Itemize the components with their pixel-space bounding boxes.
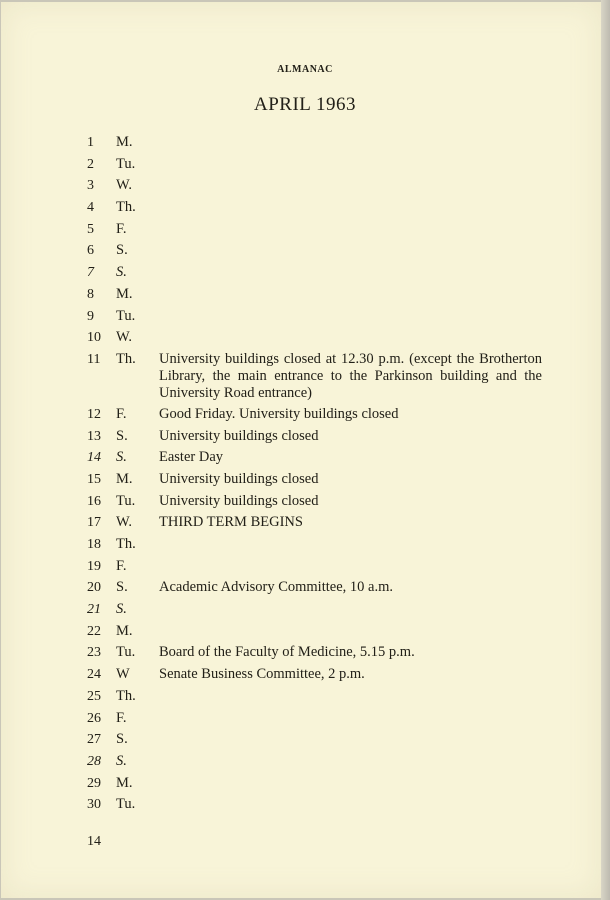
calendar-row (87, 688, 542, 705)
day-number: 4 (87, 200, 94, 216)
weekday: F. (116, 557, 127, 574)
day-number: 24 (87, 667, 101, 683)
day-number: 1 (87, 135, 94, 150)
day-number: 6 (87, 243, 94, 259)
weekday: Tu. (116, 155, 136, 172)
weekday: S. (116, 449, 127, 466)
weekday: S. (116, 731, 128, 748)
weekday: M. (116, 285, 133, 302)
weekday: F. (116, 709, 127, 726)
day-number: 30 (87, 797, 101, 813)
calendar-row (87, 449, 542, 466)
calendar-row (87, 775, 542, 792)
day-number: 11 (87, 351, 101, 367)
weekday: M. (116, 134, 133, 150)
day-number: 3 (87, 178, 94, 194)
weekday: S. (116, 752, 127, 769)
weekday: Tu. (116, 644, 136, 661)
weekday: Tu. (116, 307, 136, 324)
day-number: 17 (87, 515, 101, 531)
calendar-row (87, 134, 542, 151)
event-text: THIRD TERM BEGINS (159, 514, 303, 531)
day-number: 21 (87, 602, 101, 618)
weekday: S. (116, 242, 128, 259)
weekday: Th. (116, 350, 136, 367)
calendar-row (87, 731, 542, 748)
day-number: 13 (87, 428, 101, 444)
weekday: Th. (116, 199, 136, 216)
day-number: 16 (87, 493, 101, 509)
weekday: S. (116, 427, 128, 444)
calendar-row (87, 623, 542, 640)
day-number: 8 (87, 286, 94, 302)
weekday: W. (116, 177, 132, 194)
day-number: 2 (87, 156, 94, 172)
page-number: 14 (87, 834, 101, 849)
day-number: 7 (87, 265, 94, 281)
calendar-row (87, 329, 542, 346)
page-title: APRIL 1963 (254, 94, 356, 115)
calendar-list (87, 134, 542, 818)
calendar-row (87, 536, 542, 553)
day-number: 20 (87, 580, 101, 596)
calendar-row (87, 428, 542, 445)
event-text: University buildings closed at 12.30 p.m. (except the Brotherton Library, the main entrance to the Parkinson building and the University Road entrance) (159, 350, 542, 401)
day-number: 19 (87, 558, 101, 574)
calendar-row (87, 221, 542, 238)
weekday: Tu. (116, 492, 136, 509)
event-text: Easter Day (159, 449, 224, 466)
event-text: University buildings closed (159, 492, 319, 509)
day-number: 22 (87, 623, 101, 639)
weekday: W. (116, 514, 132, 531)
weekday: S. (116, 579, 128, 596)
event-text: Good Friday. University buildings closed (159, 405, 399, 422)
day-number: 15 (87, 471, 101, 487)
calendar-row (87, 710, 542, 727)
calendar-row (87, 601, 542, 618)
calendar-row (87, 156, 542, 173)
weekday: W. (116, 329, 132, 346)
calendar-row (87, 666, 542, 683)
weekday: F. (116, 220, 127, 237)
weekday: Tu. (116, 796, 136, 813)
calendar-row (87, 199, 542, 216)
day-number: 28 (87, 753, 101, 769)
calendar-row (87, 264, 542, 281)
event-text: University buildings closed (159, 470, 319, 487)
day-number: 25 (87, 688, 101, 704)
calendar-row (87, 753, 542, 770)
weekday: W (116, 666, 130, 683)
calendar-row (87, 286, 542, 303)
day-number: 12 (87, 406, 101, 422)
calendar-row (87, 242, 542, 259)
day-number: 10 (87, 330, 101, 346)
calendar-row (87, 351, 542, 402)
calendar-row (87, 177, 542, 194)
calendar-row (87, 308, 542, 325)
day-number: 18 (87, 537, 101, 552)
day-number: 26 (87, 710, 101, 726)
calendar-row (87, 796, 542, 813)
calendar-row (87, 471, 542, 488)
day-number: 29 (87, 775, 101, 791)
day-number: 27 (87, 732, 101, 748)
event-text: University buildings closed (159, 427, 319, 444)
event-text: Academic Advisory Committee, 10 a.m. (159, 579, 393, 596)
weekday: Th. (116, 687, 136, 704)
calendar-row (87, 579, 542, 596)
weekday: S. (116, 601, 127, 618)
calendar-row (87, 644, 542, 661)
event-text: Board of the Faculty of Medicine, 5.15 p.m. (159, 644, 415, 661)
day-number: 9 (87, 308, 94, 324)
calendar-row (87, 406, 542, 423)
day-number: 5 (87, 221, 94, 237)
weekday: F. (116, 405, 127, 422)
calendar-row (87, 514, 542, 531)
calendar-row (87, 558, 542, 575)
weekday: S. (116, 264, 127, 281)
weekday: M. (116, 774, 133, 791)
weekday: Th. (116, 536, 136, 552)
day-number: 23 (87, 645, 101, 661)
day-number: 14 (87, 450, 101, 466)
weekday: M. (116, 622, 133, 639)
event-text: Senate Business Committee, 2 p.m. (159, 666, 365, 683)
running-head: ALMANAC (277, 64, 333, 75)
scan-edge-shadow (601, 0, 610, 900)
weekday: M. (116, 470, 133, 487)
calendar-row (87, 493, 542, 510)
